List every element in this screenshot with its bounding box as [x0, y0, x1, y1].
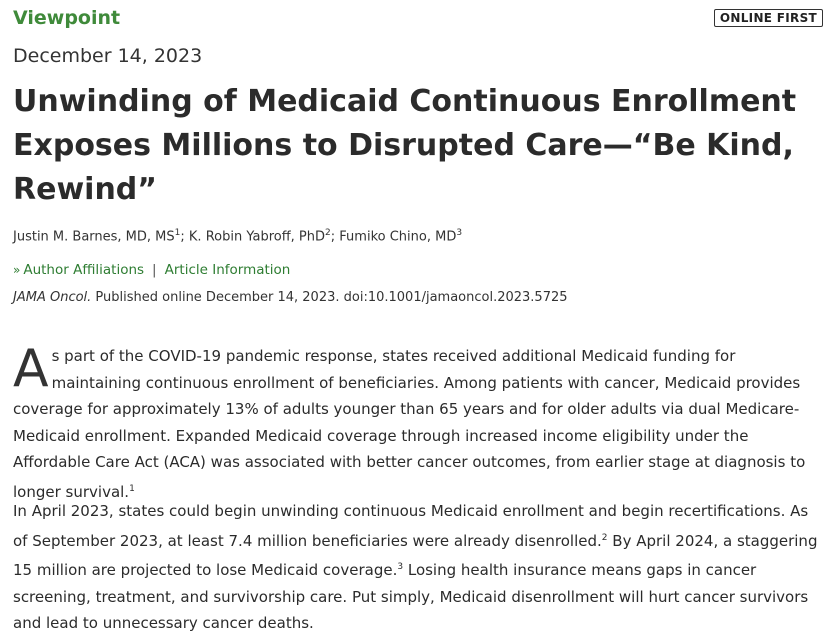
paragraph-text: s part of the COVID-19 pandemic response, states received additional Medicaid funding for maintaining continuous enrollment of beneficiaries. Among patients with cancer, Medicaid provides coverage for approximately 13% of adults younger than 65 years and for older adults via dual Medicare-Medicaid enrollment. Expanded Medicaid coverage through increased income eligibility under the Affordable Care Act (ACA) was associated with better cancer outcomes, from earlier stage at diagnosis to longer survival. — [13, 347, 806, 501]
affiliation-ref[interactable]: 2 — [325, 228, 331, 238]
author-name[interactable]: Justin M. Barnes, MD, MS — [13, 229, 175, 245]
article-information-link[interactable]: Article Information — [164, 262, 291, 278]
online-first-badge: ONLINE FIRST — [714, 9, 823, 27]
publication-date: December 14, 2023 — [13, 45, 203, 67]
paragraph-text: In April 2023, states could begin unwinding continuous Medicaid enrollment and begin recertifications. As of September 2023, at least 7.4 million beneficiaries were already disenrolled. — [13, 502, 809, 550]
section-label: Viewpoint — [13, 7, 121, 29]
author-list: Justin M. Barnes, MD, $MS^1$; K. Robin Yabroff, PhD$^2$; Fumiko Chino, $MD^3$ — [13, 228, 463, 245]
reference-link[interactable]: 2 — [601, 532, 608, 543]
author-affiliations-link[interactable]: Author Affiliations — [23, 262, 145, 278]
body-paragraph-2 — [13, 498, 823, 637]
link-separator: | — [152, 262, 157, 278]
article-links — [13, 262, 290, 278]
article-title: Unwinding of Medicaid Continuous Enrollment Exposes Millions to Disrupted Care—“Be Kind, Rewind” — [13, 84, 797, 207]
author-name[interactable]: K. Robin Yabroff, PhD — [188, 229, 326, 245]
affiliation-ref[interactable]: 1 — [174, 228, 181, 238]
citation-details: Published online December 14, 2023. doi:10.1001/jamaoncol.2023.5725 — [91, 290, 568, 305]
chevron-right-icon: » — [13, 263, 21, 277]
reference-link[interactable]: 1 — [129, 483, 135, 494]
citation-line — [13, 290, 568, 305]
affiliation-ref[interactable]: 3 — [456, 228, 463, 238]
paragraph-text: By April 2024, a staggering 15 million are projected to lose Medicaid coverage. — [13, 531, 818, 579]
body-paragraph-1 — [13, 339, 823, 505]
drop-cap: A — [13, 339, 49, 399]
author-name[interactable]: Fumiko Chino, MD — [339, 229, 457, 245]
journal-abbrev: JAMA Oncol. — [13, 290, 92, 305]
reference-link[interactable]: 3 — [397, 562, 404, 572]
paragraph-text: Losing health insurance means gaps in cancer screening, treatment, and survivorship care. Put simply, Medicaid disenrollment will hurt cancer survivors and lead to unnecessary cancer deaths. — [13, 561, 809, 632]
